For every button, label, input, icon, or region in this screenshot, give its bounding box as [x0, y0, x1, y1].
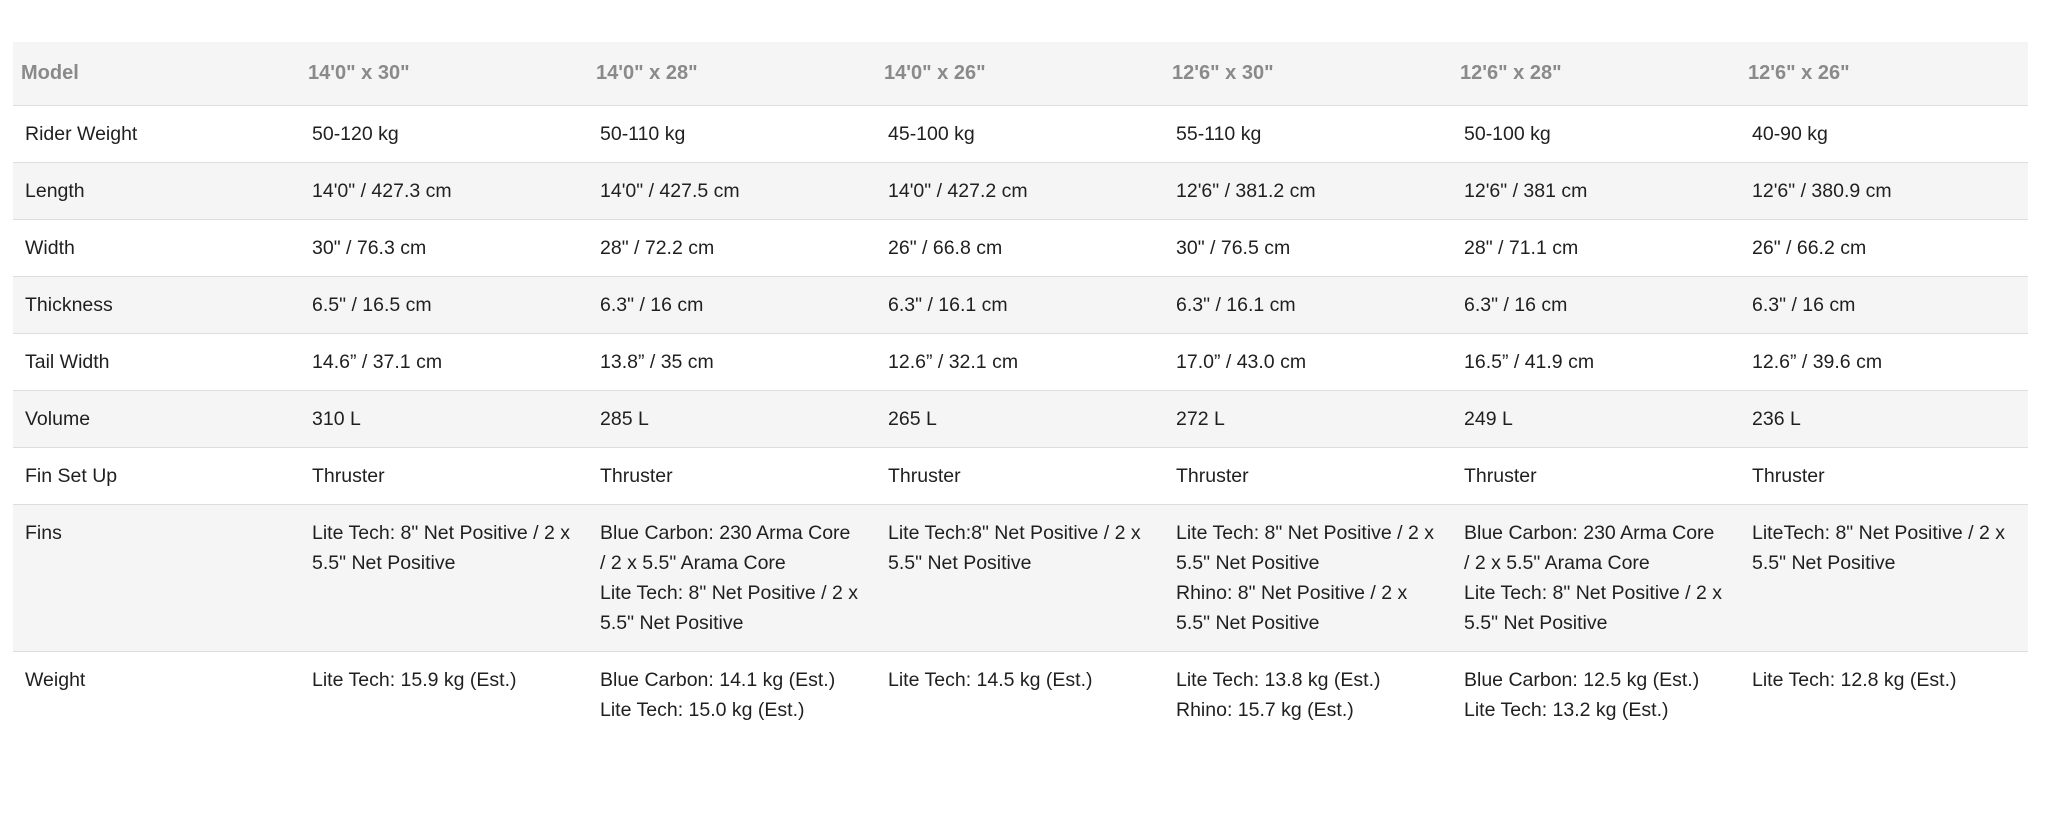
table-cell: [1164, 651, 1452, 738]
table-row: [13, 162, 2028, 219]
cell-line: Lite Tech: 13.8 kg (Est.): [1176, 668, 1381, 691]
table-cell: [876, 276, 1164, 333]
table-row: [13, 105, 2028, 162]
spec-table-body: [13, 105, 2028, 738]
row-label: Thickness: [25, 293, 113, 316]
cell-line: 236 L: [1752, 407, 1801, 430]
table-cell: [588, 219, 876, 276]
header-model-6: 12'6" x 26": [1740, 42, 2028, 105]
cell-line: 5.5" Net Positive: [600, 611, 744, 634]
cell-line: 13.8” / 35 cm: [600, 350, 714, 373]
table-cell: [1740, 651, 2028, 738]
table-cell: [588, 333, 876, 390]
cell-line: Lite Tech:8" Net Positive / 2 x: [888, 521, 1141, 544]
table-cell: [1452, 447, 1740, 504]
cell-line: 50-100 kg: [1464, 122, 1551, 145]
table-row: [13, 333, 2028, 390]
header-model-3: 14'0" x 26": [876, 42, 1164, 105]
table-cell: [1740, 276, 2028, 333]
table-cell: [1740, 162, 2028, 219]
table-cell: [300, 105, 588, 162]
cell-line: Lite Tech: 15.9 kg (Est.): [312, 668, 517, 691]
table-cell: [876, 447, 1164, 504]
table-cell: [300, 162, 588, 219]
table-cell: [1164, 390, 1452, 447]
cell-line: 16.5” / 41.9 cm: [1464, 350, 1595, 373]
table-cell: [588, 447, 876, 504]
table-cell: [1452, 504, 1740, 651]
cell-line: Lite Tech: 12.8 kg (Est.): [1752, 668, 1957, 691]
cell-line: 12'6" / 381.2 cm: [1176, 179, 1316, 202]
cell-line: 12'6" / 380.9 cm: [1752, 179, 1892, 202]
table-cell: [876, 333, 1164, 390]
cell-line: Blue Carbon: 230 Arma Core: [1464, 521, 1715, 544]
cell-line: 28" / 72.2 cm: [600, 236, 715, 259]
cell-line: 14.6” / 37.1 cm: [312, 350, 443, 373]
table-cell: [1452, 276, 1740, 333]
header-model: Model: [13, 42, 300, 105]
spec-table: [13, 42, 2028, 738]
table-cell: [1452, 219, 1740, 276]
cell-line: 6.3" / 16.1 cm: [1176, 293, 1296, 316]
cell-line: Lite Tech: 13.2 kg (Est.): [1464, 698, 1669, 721]
cell-line: 5.5" Net Positive: [1176, 551, 1320, 574]
table-cell: [1740, 333, 2028, 390]
table-cell: [588, 504, 876, 651]
table-cell: [1740, 504, 2028, 651]
spec-table-container: [13, 42, 2028, 738]
row-label: Volume: [25, 407, 91, 430]
cell-line: Blue Carbon: 12.5 kg (Est.): [1464, 668, 1700, 691]
cell-line: Rhino: 15.7 kg (Est.): [1176, 698, 1354, 721]
table-cell: [1164, 219, 1452, 276]
cell-line: 5.5" Net Positive: [1176, 611, 1320, 634]
cell-line: Thruster: [312, 464, 385, 487]
cell-line: Lite Tech: 8" Net Positive / 2 x: [1176, 521, 1435, 544]
cell-line: 6.5" / 16.5 cm: [312, 293, 432, 316]
cell-line: 50-110 kg: [600, 122, 686, 145]
cell-line: / 2 x 5.5" Arama Core: [1464, 551, 1650, 574]
cell-line: Lite Tech: 8" Net Positive / 2 x: [600, 581, 859, 604]
table-row: [13, 447, 2028, 504]
row-label: Fin Set Up: [25, 464, 118, 487]
table-row: [13, 651, 2028, 738]
cell-line: 30" / 76.3 cm: [312, 236, 427, 259]
cell-line: / 2 x 5.5" Arama Core: [600, 551, 786, 574]
row-label: Tail Width: [25, 350, 110, 373]
table-cell: [1740, 390, 2028, 447]
table-cell: [1164, 504, 1452, 651]
cell-line: 12.6” / 39.6 cm: [1752, 350, 1883, 373]
table-cell: [1740, 219, 2028, 276]
table-cell: [1740, 447, 2028, 504]
header-model-2: 14'0" x 28": [588, 42, 876, 105]
cell-line: Blue Carbon: 14.1 kg (Est.): [600, 668, 836, 691]
table-cell: [1740, 105, 2028, 162]
table-cell: [300, 333, 588, 390]
row-label: Length: [25, 179, 85, 202]
cell-line: 30" / 76.5 cm: [1176, 236, 1291, 259]
table-cell: [1164, 162, 1452, 219]
row-label: Weight: [25, 668, 86, 691]
cell-line: Blue Carbon: 230 Arma Core: [600, 521, 851, 544]
cell-line: 26" / 66.2 cm: [1752, 236, 1867, 259]
cell-line: Lite Tech: 8" Net Positive / 2 x: [312, 521, 571, 544]
cell-line: 5.5" Net Positive: [1752, 551, 1896, 574]
row-label: Width: [25, 236, 75, 259]
table-cell: [300, 276, 588, 333]
cell-line: Thruster: [1464, 464, 1537, 487]
cell-line: 6.3" / 16 cm: [600, 293, 704, 316]
cell-line: LiteTech: 8" Net Positive / 2 x: [1752, 521, 2005, 544]
table-cell: [1164, 105, 1452, 162]
row-label: Fins: [25, 521, 62, 544]
table-cell: [300, 447, 588, 504]
table-cell: [1164, 333, 1452, 390]
table-cell: [300, 504, 588, 651]
cell-line: Thruster: [1176, 464, 1249, 487]
cell-line: 17.0” / 43.0 cm: [1176, 350, 1307, 373]
header-row: [13, 42, 2028, 105]
cell-line: 12.6” / 32.1 cm: [888, 350, 1019, 373]
table-cell: [876, 651, 1164, 738]
table-row: [13, 219, 2028, 276]
table-row: [13, 276, 2028, 333]
table-cell: [1452, 390, 1740, 447]
table-cell: [588, 651, 876, 738]
table-cell: [588, 105, 876, 162]
table-cell: [588, 390, 876, 447]
table-cell: [300, 651, 588, 738]
header-model-5: 12'6" x 28": [1452, 42, 1740, 105]
cell-line: 5.5" Net Positive: [1464, 611, 1608, 634]
cell-line: 5.5" Net Positive: [312, 551, 456, 574]
cell-line: 5.5" Net Positive: [888, 551, 1032, 574]
table-cell: [300, 219, 588, 276]
cell-line: 55-110 kg: [1176, 122, 1262, 145]
cell-line: Thruster: [888, 464, 961, 487]
cell-line: 14'0" / 427.3 cm: [312, 179, 452, 202]
cell-line: 6.3" / 16.1 cm: [888, 293, 1008, 316]
cell-line: Lite Tech: 14.5 kg (Est.): [888, 668, 1093, 691]
cell-line: 6.3" / 16 cm: [1752, 293, 1856, 316]
cell-line: 28" / 71.1 cm: [1464, 236, 1579, 259]
cell-line: 265 L: [888, 407, 937, 430]
table-cell: [876, 105, 1164, 162]
cell-line: 285 L: [600, 407, 649, 430]
table-cell: [876, 219, 1164, 276]
spec-table-header: [13, 42, 2028, 105]
cell-line: 14'0" / 427.2 cm: [888, 179, 1028, 202]
table-row: [13, 504, 2028, 651]
header-model-1: 14'0" x 30": [300, 42, 588, 105]
cell-line: 272 L: [1176, 407, 1225, 430]
cell-line: 45-100 kg: [888, 122, 975, 145]
cell-line: 50-120 kg: [312, 122, 399, 145]
table-cell: [876, 390, 1164, 447]
cell-line: Rhino: 8" Net Positive / 2 x: [1176, 581, 1408, 604]
cell-line: 14'0" / 427.5 cm: [600, 179, 740, 202]
cell-line: Thruster: [1752, 464, 1825, 487]
table-cell: [1452, 105, 1740, 162]
cell-line: 310 L: [312, 407, 361, 430]
table-cell: [300, 390, 588, 447]
table-cell: [1452, 162, 1740, 219]
row-label: Rider Weight: [25, 122, 138, 145]
table-cell: [876, 162, 1164, 219]
cell-line: 249 L: [1464, 407, 1513, 430]
cell-line: 40-90 kg: [1752, 122, 1828, 145]
table-cell: [1452, 333, 1740, 390]
table-cell: [1164, 276, 1452, 333]
cell-line: Lite Tech: 15.0 kg (Est.): [600, 698, 805, 721]
cell-line: 6.3" / 16 cm: [1464, 293, 1568, 316]
cell-line: Thruster: [600, 464, 673, 487]
cell-line: 12'6" / 381 cm: [1464, 179, 1588, 202]
table-cell: [1164, 447, 1452, 504]
table-cell: [588, 276, 876, 333]
cell-line: 26" / 66.8 cm: [888, 236, 1003, 259]
table-cell: [876, 504, 1164, 651]
table-row: [13, 390, 2028, 447]
header-model-4: 12'6" x 30": [1164, 42, 1452, 105]
table-cell: [1452, 651, 1740, 738]
table-cell: [588, 162, 876, 219]
cell-line: Lite Tech: 8" Net Positive / 2 x: [1464, 581, 1723, 604]
